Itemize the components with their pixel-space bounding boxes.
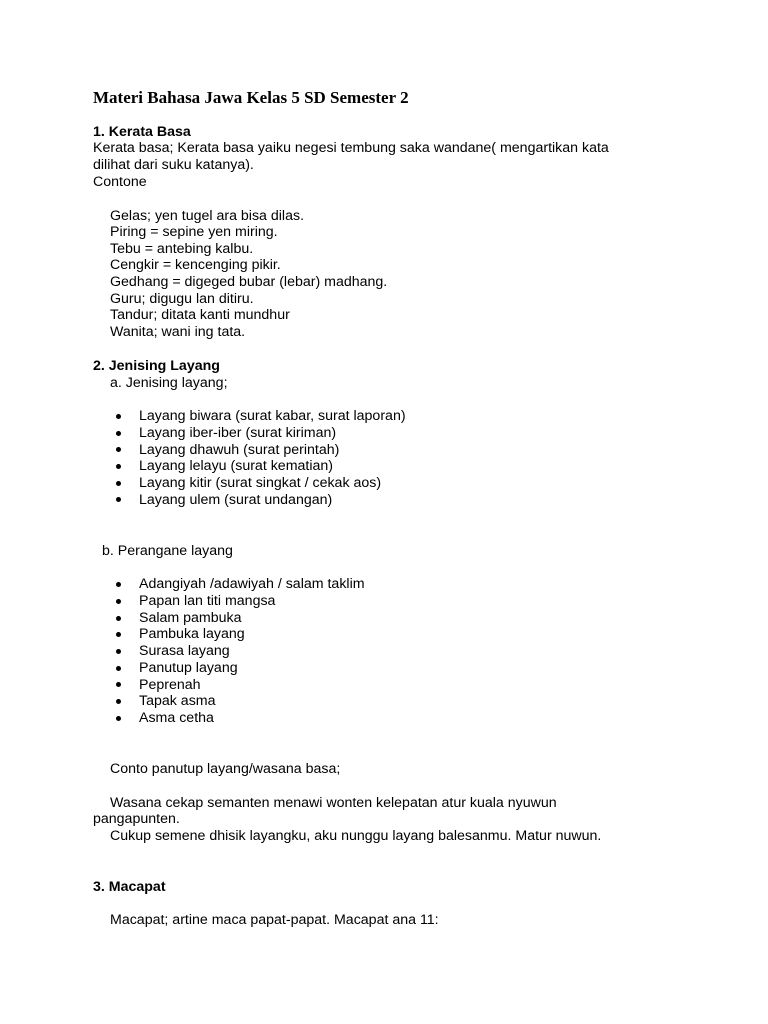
bullet-icon [116, 666, 121, 671]
bullet-icon [116, 699, 121, 704]
example-line: Wanita; wani ing tata. [110, 324, 246, 340]
bullet-icon [116, 582, 121, 587]
example-line: Cengkir = kencenging pikir. [110, 257, 281, 273]
subheading-b: b. Perangane layang [102, 543, 233, 559]
example-label: Contone [93, 174, 147, 190]
list-item: Layang biwara (surat kabar, surat laporan) [139, 408, 406, 424]
bullet-icon [116, 616, 121, 621]
list-item: Papan lan titi mangsa [139, 593, 276, 609]
closing-line: pangapunten. [93, 811, 180, 827]
section-heading-macapat: 3. Macapat [93, 879, 166, 895]
bullet-icon [116, 649, 121, 654]
paragraph-line: Kerata basa; Kerata basa yaiku negesi tembung saka wandane( mengartikan kata [93, 140, 609, 156]
bullet-icon [116, 447, 121, 452]
paragraph-line: Macapat; artine maca papat-papat. Macapat ana 11: [110, 912, 439, 928]
example-line: Tebu = antebing kalbu. [110, 241, 254, 257]
closing-label: Conto panutup layang/wasana basa; [110, 761, 341, 777]
list-item: Layang dhawuh (surat perintah) [139, 442, 340, 458]
list-item: Layang lelayu (surat kematian) [139, 458, 333, 474]
list-item: Panutup layang [139, 660, 238, 676]
closing-line: Cukup semene dhisik layangku, aku nunggu layang balesanmu. Matur nuwun. [110, 828, 602, 844]
list-item: Pambuka layang [139, 626, 245, 642]
example-line: Gelas; yen tugel ara bisa dilas. [110, 208, 305, 224]
bullet-icon [116, 716, 121, 721]
bullet-icon [116, 464, 121, 469]
document-title: Materi Bahasa Jawa Kelas 5 SD Semester 2 [93, 88, 409, 107]
bullet-icon [116, 682, 121, 687]
example-line: Gedhang = digeged bubar (lebar) madhang. [110, 274, 388, 290]
list-item: Peprenah [139, 677, 201, 693]
section-heading-kerata-basa: 1. Kerata Basa [93, 124, 191, 140]
bullet-icon [116, 481, 121, 486]
list-item: Layang ulem (surat undangan) [139, 492, 333, 508]
example-line: Guru; digugu lan ditiru. [110, 291, 254, 307]
list-item: Layang kitir (surat singkat / cekak aos) [139, 475, 382, 491]
example-line: Piring = sepine yen miring. [110, 224, 278, 240]
paragraph-line: dilihat dari suku katanya). [93, 157, 254, 173]
list-item: Adangiyah /adawiyah / salam taklim [139, 576, 365, 592]
closing-line: Wasana cekap semanten menawi wonten kelepatan atur kuala nyuwun [110, 795, 557, 811]
bullet-icon [116, 497, 121, 502]
example-line: Tandur; ditata kanti mundhur [110, 307, 290, 323]
list-item: Tapak asma [139, 693, 216, 709]
list-item: Asma cetha [139, 710, 214, 726]
subheading-a: a. Jenising layang; [110, 375, 228, 391]
bullet-icon [116, 599, 121, 604]
list-item: Surasa layang [139, 643, 230, 659]
list-item: Layang iber-iber (surat kiriman) [139, 425, 337, 441]
bullet-icon [116, 414, 121, 419]
list-item: Salam pambuka [139, 610, 242, 626]
section-heading-jenising-layang: 2. Jenising Layang [93, 358, 220, 374]
bullet-icon [116, 431, 121, 436]
bullet-icon [116, 632, 121, 637]
